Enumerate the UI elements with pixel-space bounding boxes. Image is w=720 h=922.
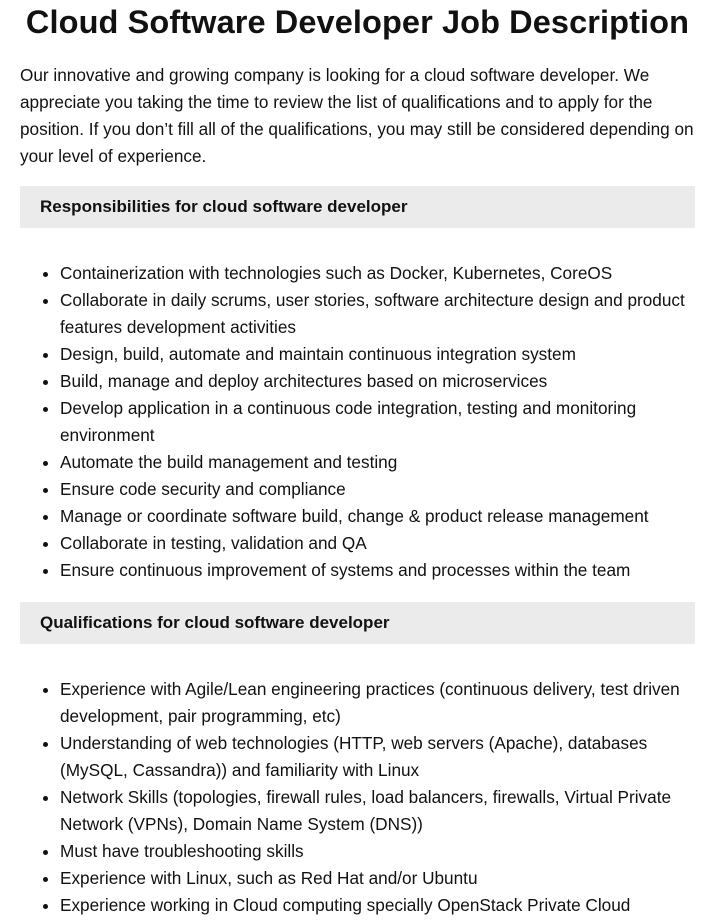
page-title: Cloud Software Developer Job Description [25, 4, 690, 40]
list-item: • Experience working in Cloud computing specially OpenStack Private Cloud [60, 892, 695, 919]
list-item: • Design, build, automate and maintain continuous integration system [60, 341, 695, 368]
qualifications-heading: Qualifications for cloud software developer [20, 602, 695, 644]
list-item: • Manage or coordinate software build, change & product release management [60, 503, 695, 530]
list-item: • Understanding of web technologies (HTTP, web servers (Apache), databases (MySQL, Cassandra)) and familiarity with Linux [60, 730, 695, 784]
responsibilities-heading: Responsibilities for cloud software developer [20, 186, 695, 228]
list-item: • Automate the build management and testing [60, 449, 695, 476]
list-item: • Ensure continuous improvement of systems and processes within the team [60, 557, 695, 584]
list-item: • Must have troubleshooting skills [60, 838, 695, 865]
list-item: • Containerization with technologies such as Docker, Kubernetes, CoreOS [60, 260, 695, 287]
list-item: • Build, manage and deploy architectures based on microservices [60, 368, 695, 395]
list-item: • Collaborate in daily scrums, user stories, software architecture design and product features development activities [60, 287, 695, 341]
qualifications-list [20, 676, 695, 919]
list-item: • Ensure code security and compliance [60, 476, 695, 503]
list-item: • Collaborate in testing, validation and QA [60, 530, 695, 557]
intro-paragraph: Our innovative and growing company is looking for a cloud software developer. We appreciate you taking the time to review the list of qualifications and to apply for the position. If you don’t fill all of the qualifications, you may still be considered depending on your level of experience. [20, 65, 694, 166]
responsibilities-list [20, 260, 695, 584]
list-item: • Experience with Agile/Lean engineering practices (continuous delivery, test driven development, pair programming, etc) [60, 676, 695, 730]
list-item: • Experience with Linux, such as Red Hat and/or Ubuntu [60, 865, 695, 892]
list-item: • Network Skills (topologies, firewall rules, load balancers, firewalls, Virtual Private Network (VPNs), Domain Name System (DNS)) [60, 784, 695, 838]
list-item: • Develop application in a continuous code integration, testing and monitoring environment [60, 395, 695, 449]
